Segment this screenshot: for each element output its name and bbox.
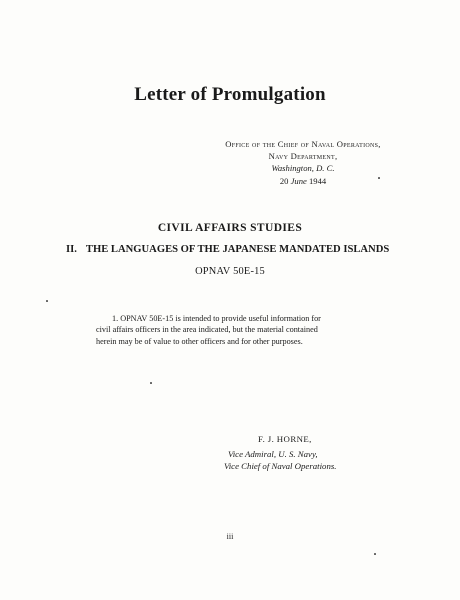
paragraph-line: 1. OPNAV 50E-15 is intended to provide useful information for	[112, 314, 321, 323]
office-line: Office of the Chief of Naval Operations,	[225, 139, 381, 149]
office-block	[208, 138, 398, 187]
series-heading: CIVIL AFFAIRS STUDIES	[157, 222, 303, 234]
date-month: June	[290, 175, 307, 186]
paragraph-line: herein may be of value to other officers and for other purposes.	[96, 336, 303, 346]
body-paragraph	[96, 313, 386, 347]
signatory-name: F. J. HORNE,	[258, 434, 312, 444]
page-title: Letter of Promulgation	[134, 84, 326, 105]
location-line: Washington, D. C.	[271, 163, 335, 174]
study-title: THE LANGUAGES OF THE JAPANESE MANDATED ISLANDS	[85, 244, 390, 255]
page-number: iii	[226, 532, 234, 541]
date-year: 1944	[308, 175, 327, 186]
date-line	[208, 175, 398, 187]
paragraph-line: civil affairs officers in the area indicated, but the material contained	[96, 325, 318, 335]
signatory-position: Vice Chief of Naval Operations.	[224, 460, 337, 471]
signatory-rank: Vice Admiral, U. S. Navy,	[228, 448, 318, 459]
scan-speck	[150, 382, 152, 384]
scan-speck	[374, 553, 376, 555]
study-number: II.	[66, 244, 77, 255]
scan-speck	[46, 300, 48, 302]
publication-code: OPNAV 50E-15	[195, 266, 265, 277]
scan-speck	[378, 177, 380, 179]
study-heading	[66, 244, 396, 255]
department-line: Navy Department,	[268, 151, 338, 162]
signature-block	[224, 434, 384, 472]
date-day: 20	[279, 175, 289, 186]
